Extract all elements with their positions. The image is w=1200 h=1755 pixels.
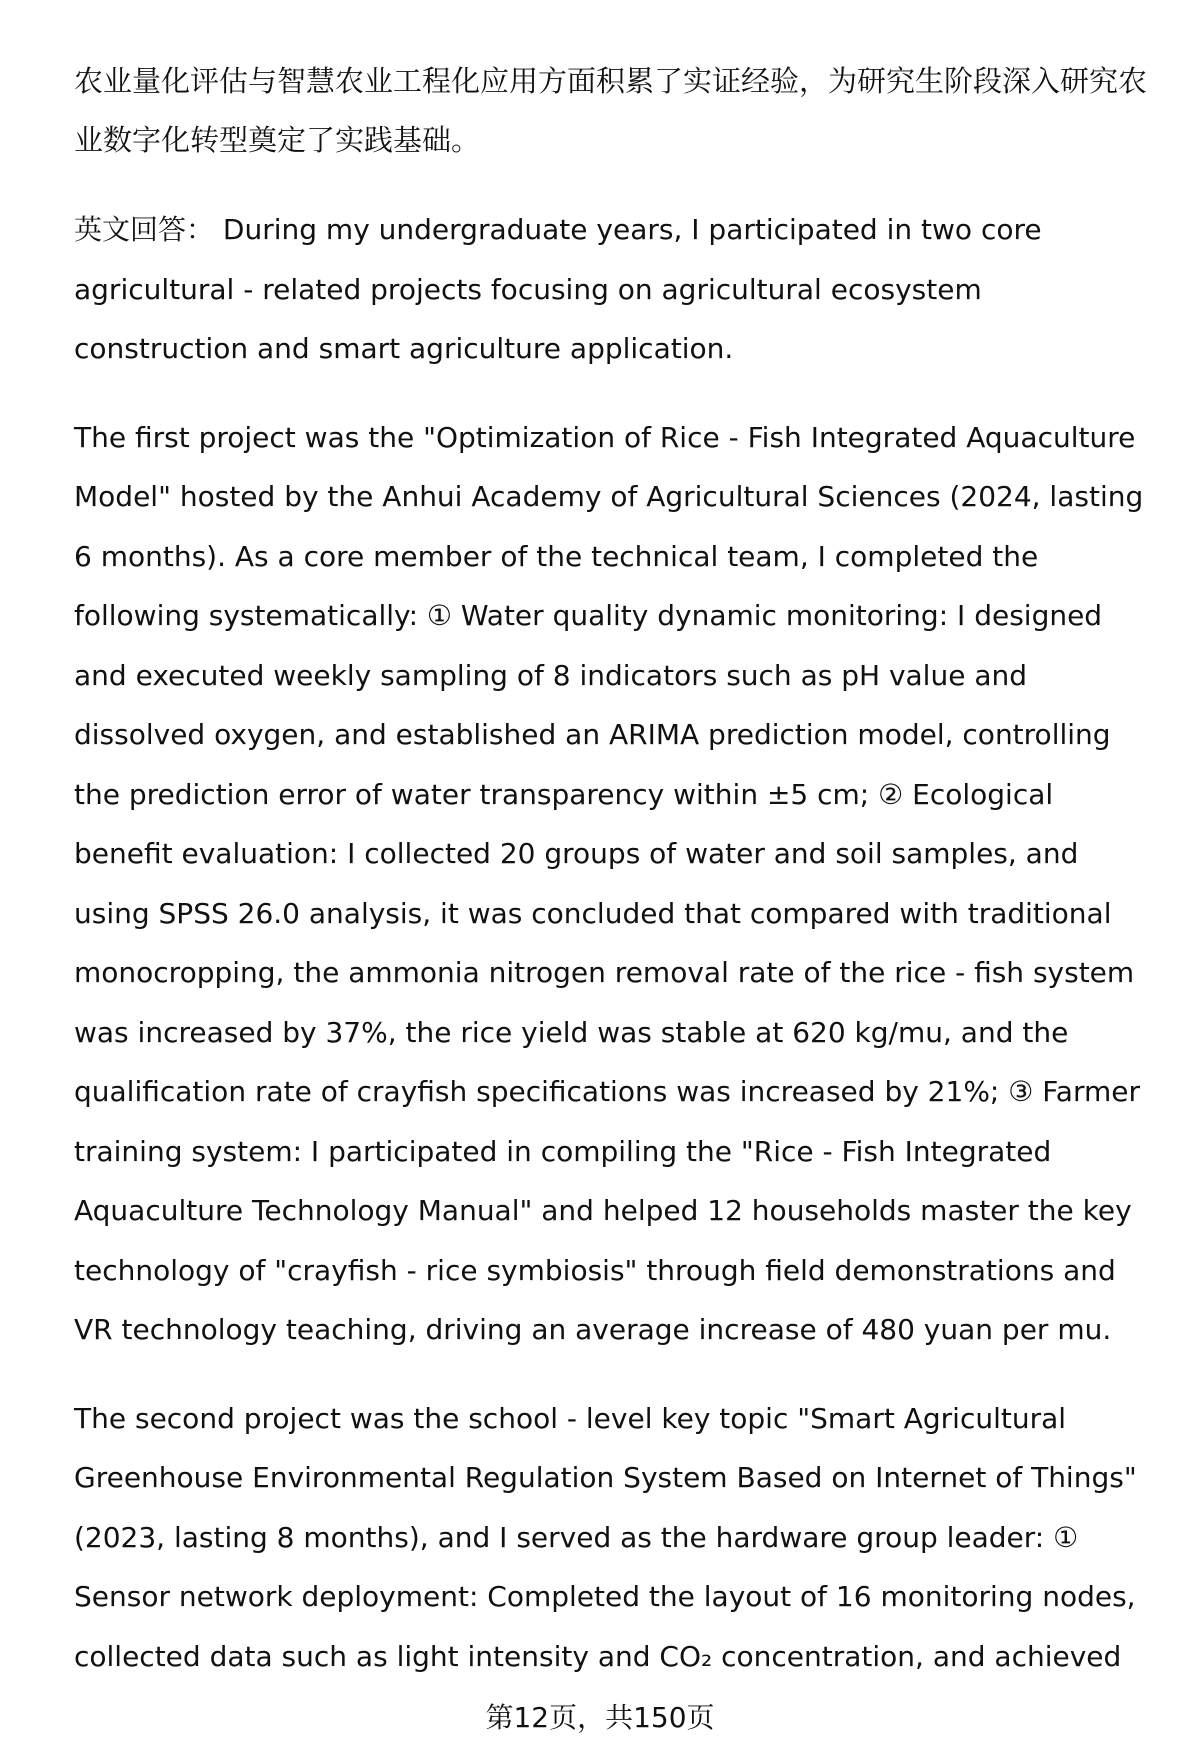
paragraph-english-intro: 英文回答： During my undergraduate years, I participated in two core agricultural - related projects focusing on agricultural ecosystem construction and smart agriculture application. <box>74 213 1042 365</box>
paragraph-second-project: The second project was the school - level key topic "Smart Agricultural Greenhouse Environmental Regulation System Based on Internet of Things" (2023, lasting 8 months), and I served as the hardware group leader: ① Sensor network deployment: Completed the layout of 16 monitoring nodes, collected data such as light intensity and CO₂ concentration, and achieved <box>74 1401 1137 1673</box>
page-footer: 第12页，共150页 <box>485 1701 715 1734</box>
paragraph-chinese-conclusion: 农业量化评估与智慧农业工程化应用方面积累了实证经验，为研究生阶段深入研究农业数字化转型奠定了实践基础。 <box>74 64 1148 157</box>
paragraph-first-project: The first project was the "Optimization of Rice - Fish Integrated Aquaculture Model" hosted by the Anhui Academy of Agricultural Sciences (2024, lasting 6 months). As a core member of the technical team, I completed the following systematically: ① Water quality dynamic monitoring: I designed and executed weekly sampling of 8 indicators such as pH value and dissolved oxygen, and established an ARIMA prediction model, controlling the prediction error of water transparency within ±5 cm; ② Ecological benefit evaluation: I collected 20 groups of water and soil samples, and using SPSS 26.0 analysis, it was concluded that compared with traditional monocropping, the ammonia nitrogen removal rate of the rice - fish system was increased by 37%, the rice yield was stable at 620 kg/mu, and the qualification rate of crayfish specifications was increased by 21%; ③ Farmer training system: I participated in compiling the "Rice - Fish Integrated Aquaculture Technology Manual" and helped 12 households master the key technology of "crayfish - rice symbiosis" through field demonstrations and VR technology teaching, driving an average increase of 480 yuan per mu. <box>74 420 1144 1346</box>
